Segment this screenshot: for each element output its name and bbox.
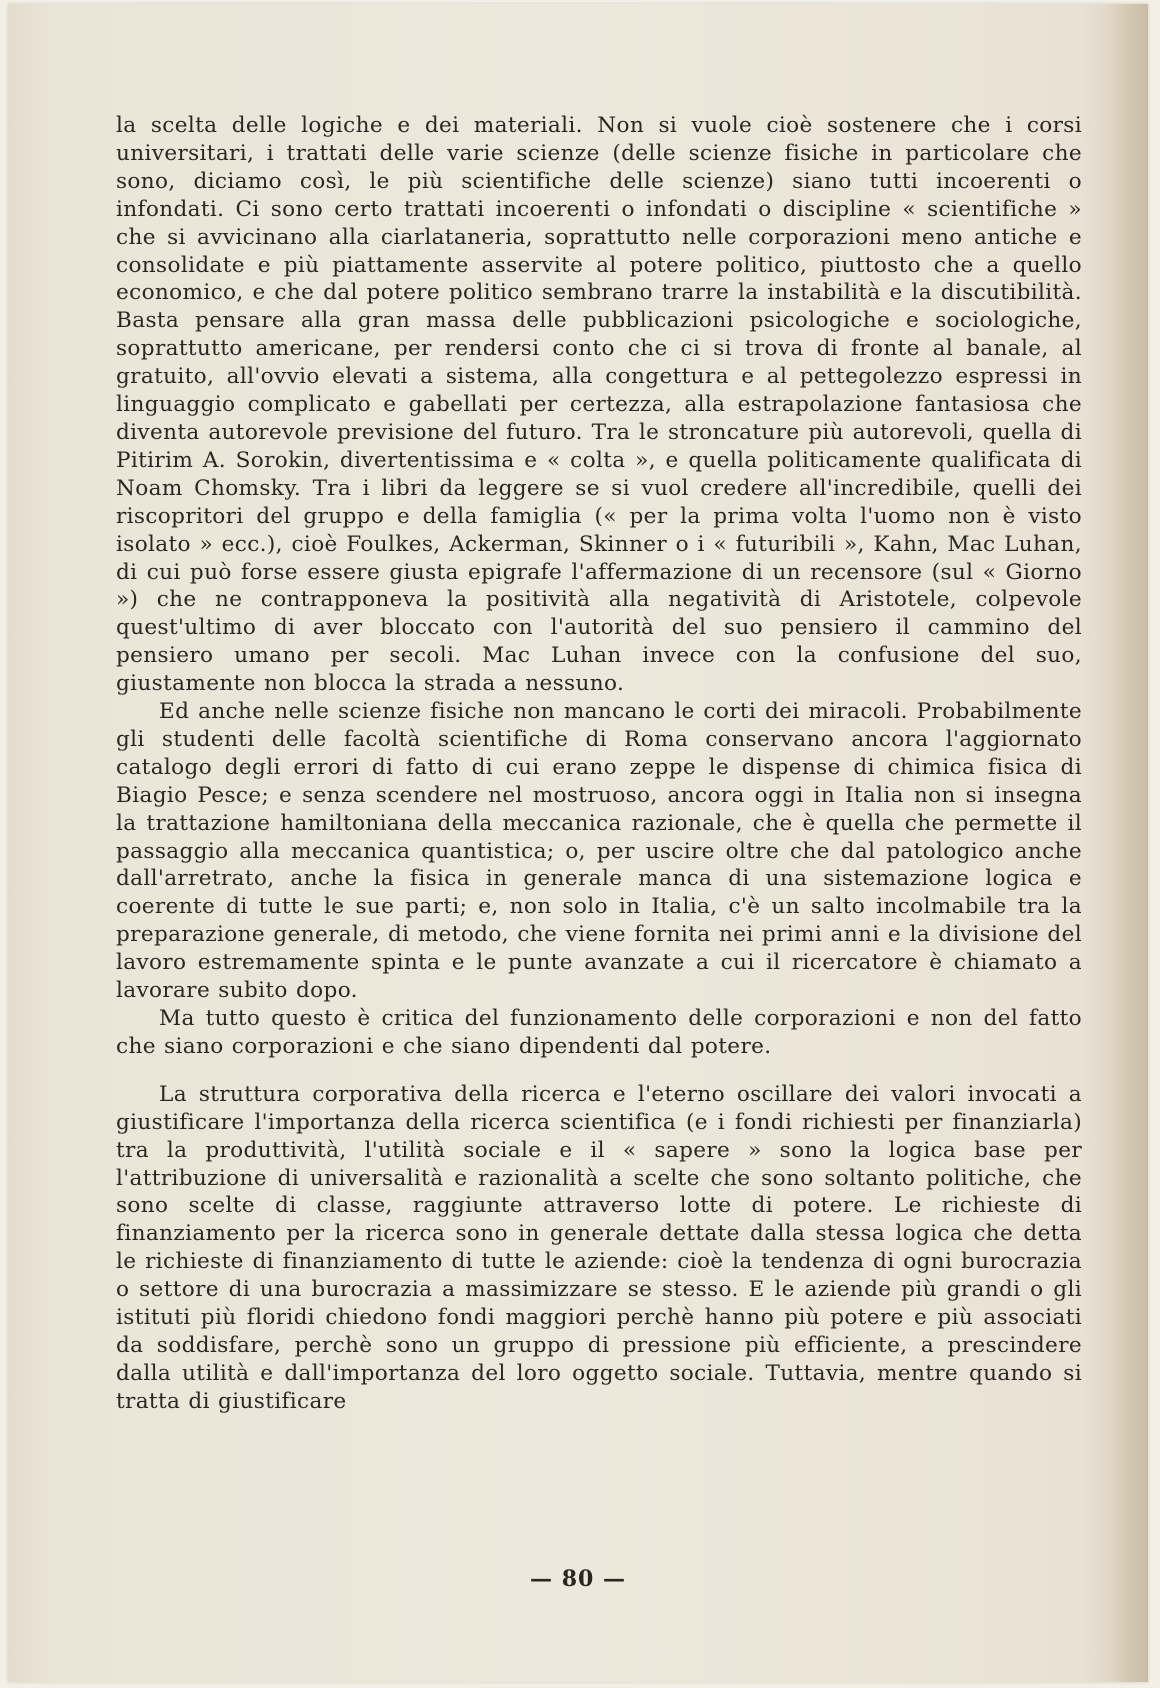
paragraph-3: Ma tutto questo è critica del funzionamento delle corporazioni e non del fatto che siano corporazioni e che siano dipendenti dal potere.	[116, 1006, 1082, 1059]
paragraph-4: La struttura corporativa della ricerca e l'eterno oscillare dei valori invocati a giustificare l'importanza della ricerca scientifica (e i fondi richiesti per finanziarla) tra la produttività, l'utilità sociale e il « sapere » sono la logica base per l'attribuzione di universalità e razionalità a scelte che sono soltanto politiche, che sono scelte di classe, raggiunte attraverso lotte di potere. Le richieste di finanziamento per la ricerca sono in generale dettate dalla stessa logica che detta le richieste di finanziamento di tutte le aziende: cioè la tendenza di ogni burocrazia o settore di una burocrazia a massimizzare se stesso. E le aziende più grandi o gli istituti più floridi chiedono fondi maggiori perchè hanno più potere e più associati da soddisfare, perchè sono un gruppo di pressione più efficiente, a prescindere dalla utilità e dall'importanza del loro oggetto sociale. Tuttavia, mentre quando si tratta di giustificare	[116, 1081, 1082, 1414]
paragraph-1: la scelta delle logiche e dei materiali. Non si vuole cioè sostenere che i corsi universitari, i trattati delle varie scienze (delle scienze fisiche in particolare che sono, diciamo così, le più scientifiche delle scienze) siano tutti incoerenti o infondati. Ci sono certo trattati incoerenti o infondati o discipline « scientifiche » che si avvicinano alla ciarlataneria, soprattutto nelle corporazioni meno antiche e consolidate e più piattamente asservite al potere politico, piuttosto che a quello economico, e che dal potere politico sembrano trarre la instabilità e la discutibilità. Basta pensare alla gran massa delle pubblicazioni psicologiche e sociologiche, soprattutto americane, per rendersi conto che ci si trova di fronte al banale, al gratuito, all'ovvio elevati a sistema, alla congettura e al pettegolezzo espressi in linguaggio complicato e gabellati per certezza, alla estrapolazione fantasiosa che diventa autorevole previsione del futuro. Tra le stroncature più autorevoli, quella di Pitirim A. Sorokin, divertentissima e « colta », e quella politicamente qualificata di Noam Chomsky. Tra i libri da leggere se si vuol credere all'incredibile, quelli dei riscopritori del gruppo e della famiglia (« per la prima volta l'uomo non è visto isolato » ecc.), cioè Foulkes, Ackerman, Skinner o i « futuribili », Kahn, Mac Luhan, di cui può forse essere giusta epigrafe l'affermazione di un recensore (sul « Giorno ») che ne contrapponeva la positività alla negatività di Aristotele, colpevole quest'ultimo di aver bloccato con l'autorità del suo pensiero il cammino del pensiero umano per secoli. Mac Luhan invece con la confusione del suo, giustamente non blocca la strada a nessuno.	[116, 113, 1082, 697]
book-page	[8, 4, 1148, 1682]
paragraph-2: Ed anche nelle scienze fisiche non mancano le corti dei miracoli. Probabilmente gli studenti delle facoltà scientifiche di Roma conservano ancora l'aggiornato catalogo degli errori di fatto di cui erano zeppe le dispense di chimica fisica di Biagio Pesce; e senza scendere nel mostruoso, ancora oggi in Italia non si insegna la trattazione hamiltoniana della meccanica razionale, che è quella che permette il passaggio alla meccanica quantistica; o, per uscire oltre che dal patologico anche dall'arretrato, anche la fisica in generale manca di una sistemazione logica e coerente di tutte le sue parti; e, non solo in Italia, c'è un salto incolmabile tra la preparazione generale, di metodo, che viene fornita nei primi anni e la divisione del lavoro estremamente spinta e le punte avanzate a cui il ricercatore è chiamato a lavorare subito dopo.	[116, 699, 1082, 1004]
page-number: — 80 —	[530, 1566, 626, 1592]
body-text	[116, 112, 1082, 1416]
